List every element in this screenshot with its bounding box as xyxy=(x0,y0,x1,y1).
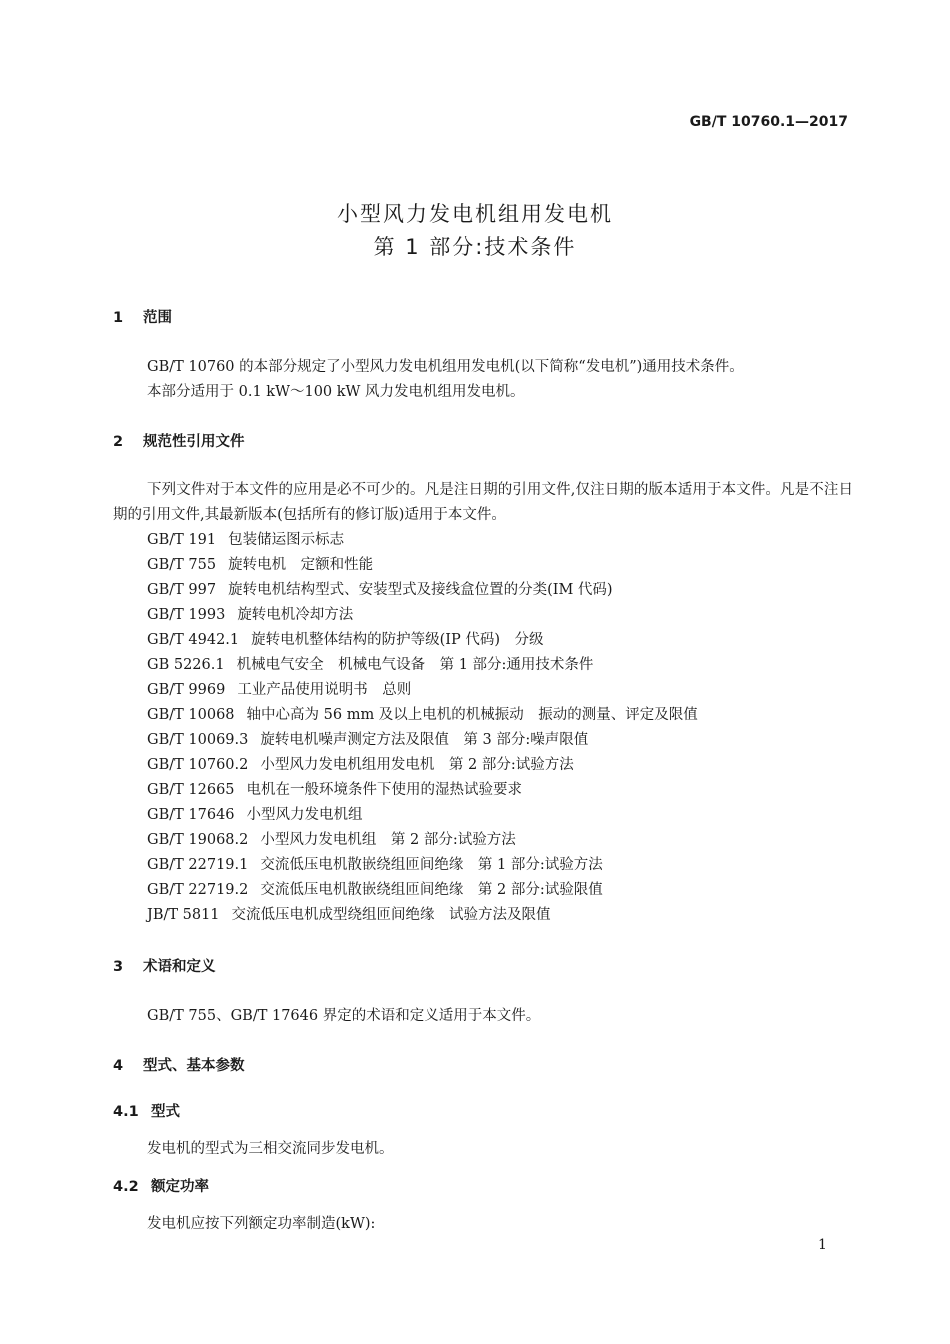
section-title: 规范性引用文件 xyxy=(143,434,245,450)
reference-code: GB/T 22719.1 xyxy=(147,857,249,873)
reference-code: GB/T 997 xyxy=(147,582,217,598)
reference-title: 旋转电机 定额和性能 xyxy=(228,557,374,573)
reference-title: 交流低压电机散嵌绕组匝间绝缘 第 1 部分:试验方法 xyxy=(260,857,603,873)
rated-power-paragraph: 发电机应按下列额定功率制造(kW): xyxy=(147,1216,376,1232)
document-title: 小型风力发电机组用发电机 xyxy=(337,202,613,226)
subsection-number: 4.1 xyxy=(113,1104,139,1120)
reference-item xyxy=(147,678,698,703)
reference-list xyxy=(147,528,698,928)
reference-code: JB/T 5811 xyxy=(147,907,220,923)
reference-item xyxy=(147,878,698,903)
reference-title: 轴中心高为 56 mm 及以上电机的机械振动 振动的测量、评定及限值 xyxy=(246,707,698,723)
reference-item xyxy=(147,728,698,753)
section-heading-scope xyxy=(113,306,172,327)
section-heading-terms xyxy=(113,955,216,976)
reference-title: 包装储运图示标志 xyxy=(228,532,345,548)
reference-title: 电机在一般环境条件下使用的湿热试验要求 xyxy=(246,782,523,798)
standard-number: GB/T 10760.1—2017 xyxy=(689,114,848,130)
reference-title: 机械电气安全 机械电气设备 第 1 部分:通用技术条件 xyxy=(236,657,594,673)
reference-title: 旋转电机冷却方法 xyxy=(237,607,354,623)
reference-item xyxy=(147,553,698,578)
reference-title: 工业产品使用说明书 总则 xyxy=(237,682,412,698)
reference-item xyxy=(147,853,698,878)
subsection-heading-rated-power xyxy=(113,1175,209,1196)
reference-code: GB/T 4942.1 xyxy=(147,632,240,648)
page-number: 1 xyxy=(818,1237,827,1253)
type-paragraph: 发电机的型式为三相交流同步发电机。 xyxy=(147,1141,394,1157)
reference-code: GB/T 10068 xyxy=(147,707,235,723)
reference-code: GB/T 10069.3 xyxy=(147,732,249,748)
reference-item xyxy=(147,528,698,553)
reference-title: 交流低压电机成型绕组匝间绝缘 试验方法及限值 xyxy=(231,907,551,923)
reference-code: GB/T 12665 xyxy=(147,782,235,798)
scope-paragraph-2: 本部分适用于 0.1 kW～100 kW 风力发电机组用发电机。 xyxy=(147,384,525,400)
reference-code: GB/T 1993 xyxy=(147,607,226,623)
section-heading-normative-references xyxy=(113,430,245,451)
reference-code: GB/T 191 xyxy=(147,532,217,548)
reference-title: 旋转电机整体结构的防护等级(IP 代码) 分级 xyxy=(251,632,544,648)
reference-code: GB/T 19068.2 xyxy=(147,832,249,848)
section-number: 2 xyxy=(113,434,124,450)
terms-paragraph: GB/T 755、GB/T 17646 界定的术语和定义适用于本文件。 xyxy=(147,1008,541,1024)
reference-title: 交流低压电机散嵌绕组匝间绝缘 第 2 部分:试验限值 xyxy=(260,882,603,898)
reference-item xyxy=(147,753,698,778)
reference-item xyxy=(147,903,698,928)
section-number: 4 xyxy=(113,1058,124,1074)
reference-code: GB/T 9969 xyxy=(147,682,226,698)
subsection-heading-type xyxy=(113,1100,180,1121)
reference-item xyxy=(147,803,698,828)
reference-title: 小型风力发电机组 第 2 部分:试验方法 xyxy=(260,832,516,848)
references-intro: 下列文件对于本文件的应用是必不可少的。凡是注日期的引用文件,仅注日期的版本适用于本文件。凡是不注日期的引用文件,其最新版本(包括所有的修订版)适用于本文件。 xyxy=(113,482,853,523)
subsection-title: 额定功率 xyxy=(151,1179,209,1195)
reference-code: GB/T 22719.2 xyxy=(147,882,249,898)
section-title: 型式、基本参数 xyxy=(143,1058,245,1074)
section-number: 3 xyxy=(113,959,124,975)
reference-code: GB 5226.1 xyxy=(147,657,225,673)
section-title: 范围 xyxy=(143,310,172,326)
reference-item xyxy=(147,703,698,728)
reference-item xyxy=(147,578,698,603)
reference-code: GB/T 10760.2 xyxy=(147,757,249,773)
reference-title: 小型风力发电机组 xyxy=(246,807,363,823)
reference-item xyxy=(147,778,698,803)
reference-item xyxy=(147,603,698,628)
reference-code: GB/T 17646 xyxy=(147,807,235,823)
section-number: 1 xyxy=(113,310,124,326)
document-subtitle: 第 1 部分:技术条件 xyxy=(373,235,577,259)
reference-title: 旋转电机结构型式、安装型式及接线盒位置的分类(IM 代码) xyxy=(228,582,613,598)
reference-title: 小型风力发电机组用发电机 第 2 部分:试验方法 xyxy=(260,757,574,773)
scope-paragraph-1: GB/T 10760 的本部分规定了小型风力发电机组用发电机(以下简称“发电机”)通用技术条件。 xyxy=(147,359,744,375)
reference-item xyxy=(147,628,698,653)
reference-title: 旋转电机噪声测定方法及限值 第 3 部分:噪声限值 xyxy=(260,732,589,748)
reference-item xyxy=(147,828,698,853)
reference-item xyxy=(147,653,698,678)
section-heading-types xyxy=(113,1054,245,1075)
subsection-title: 型式 xyxy=(151,1104,180,1120)
reference-code: GB/T 755 xyxy=(147,557,217,573)
subsection-number: 4.2 xyxy=(113,1179,139,1195)
section-title: 术语和定义 xyxy=(143,959,216,975)
